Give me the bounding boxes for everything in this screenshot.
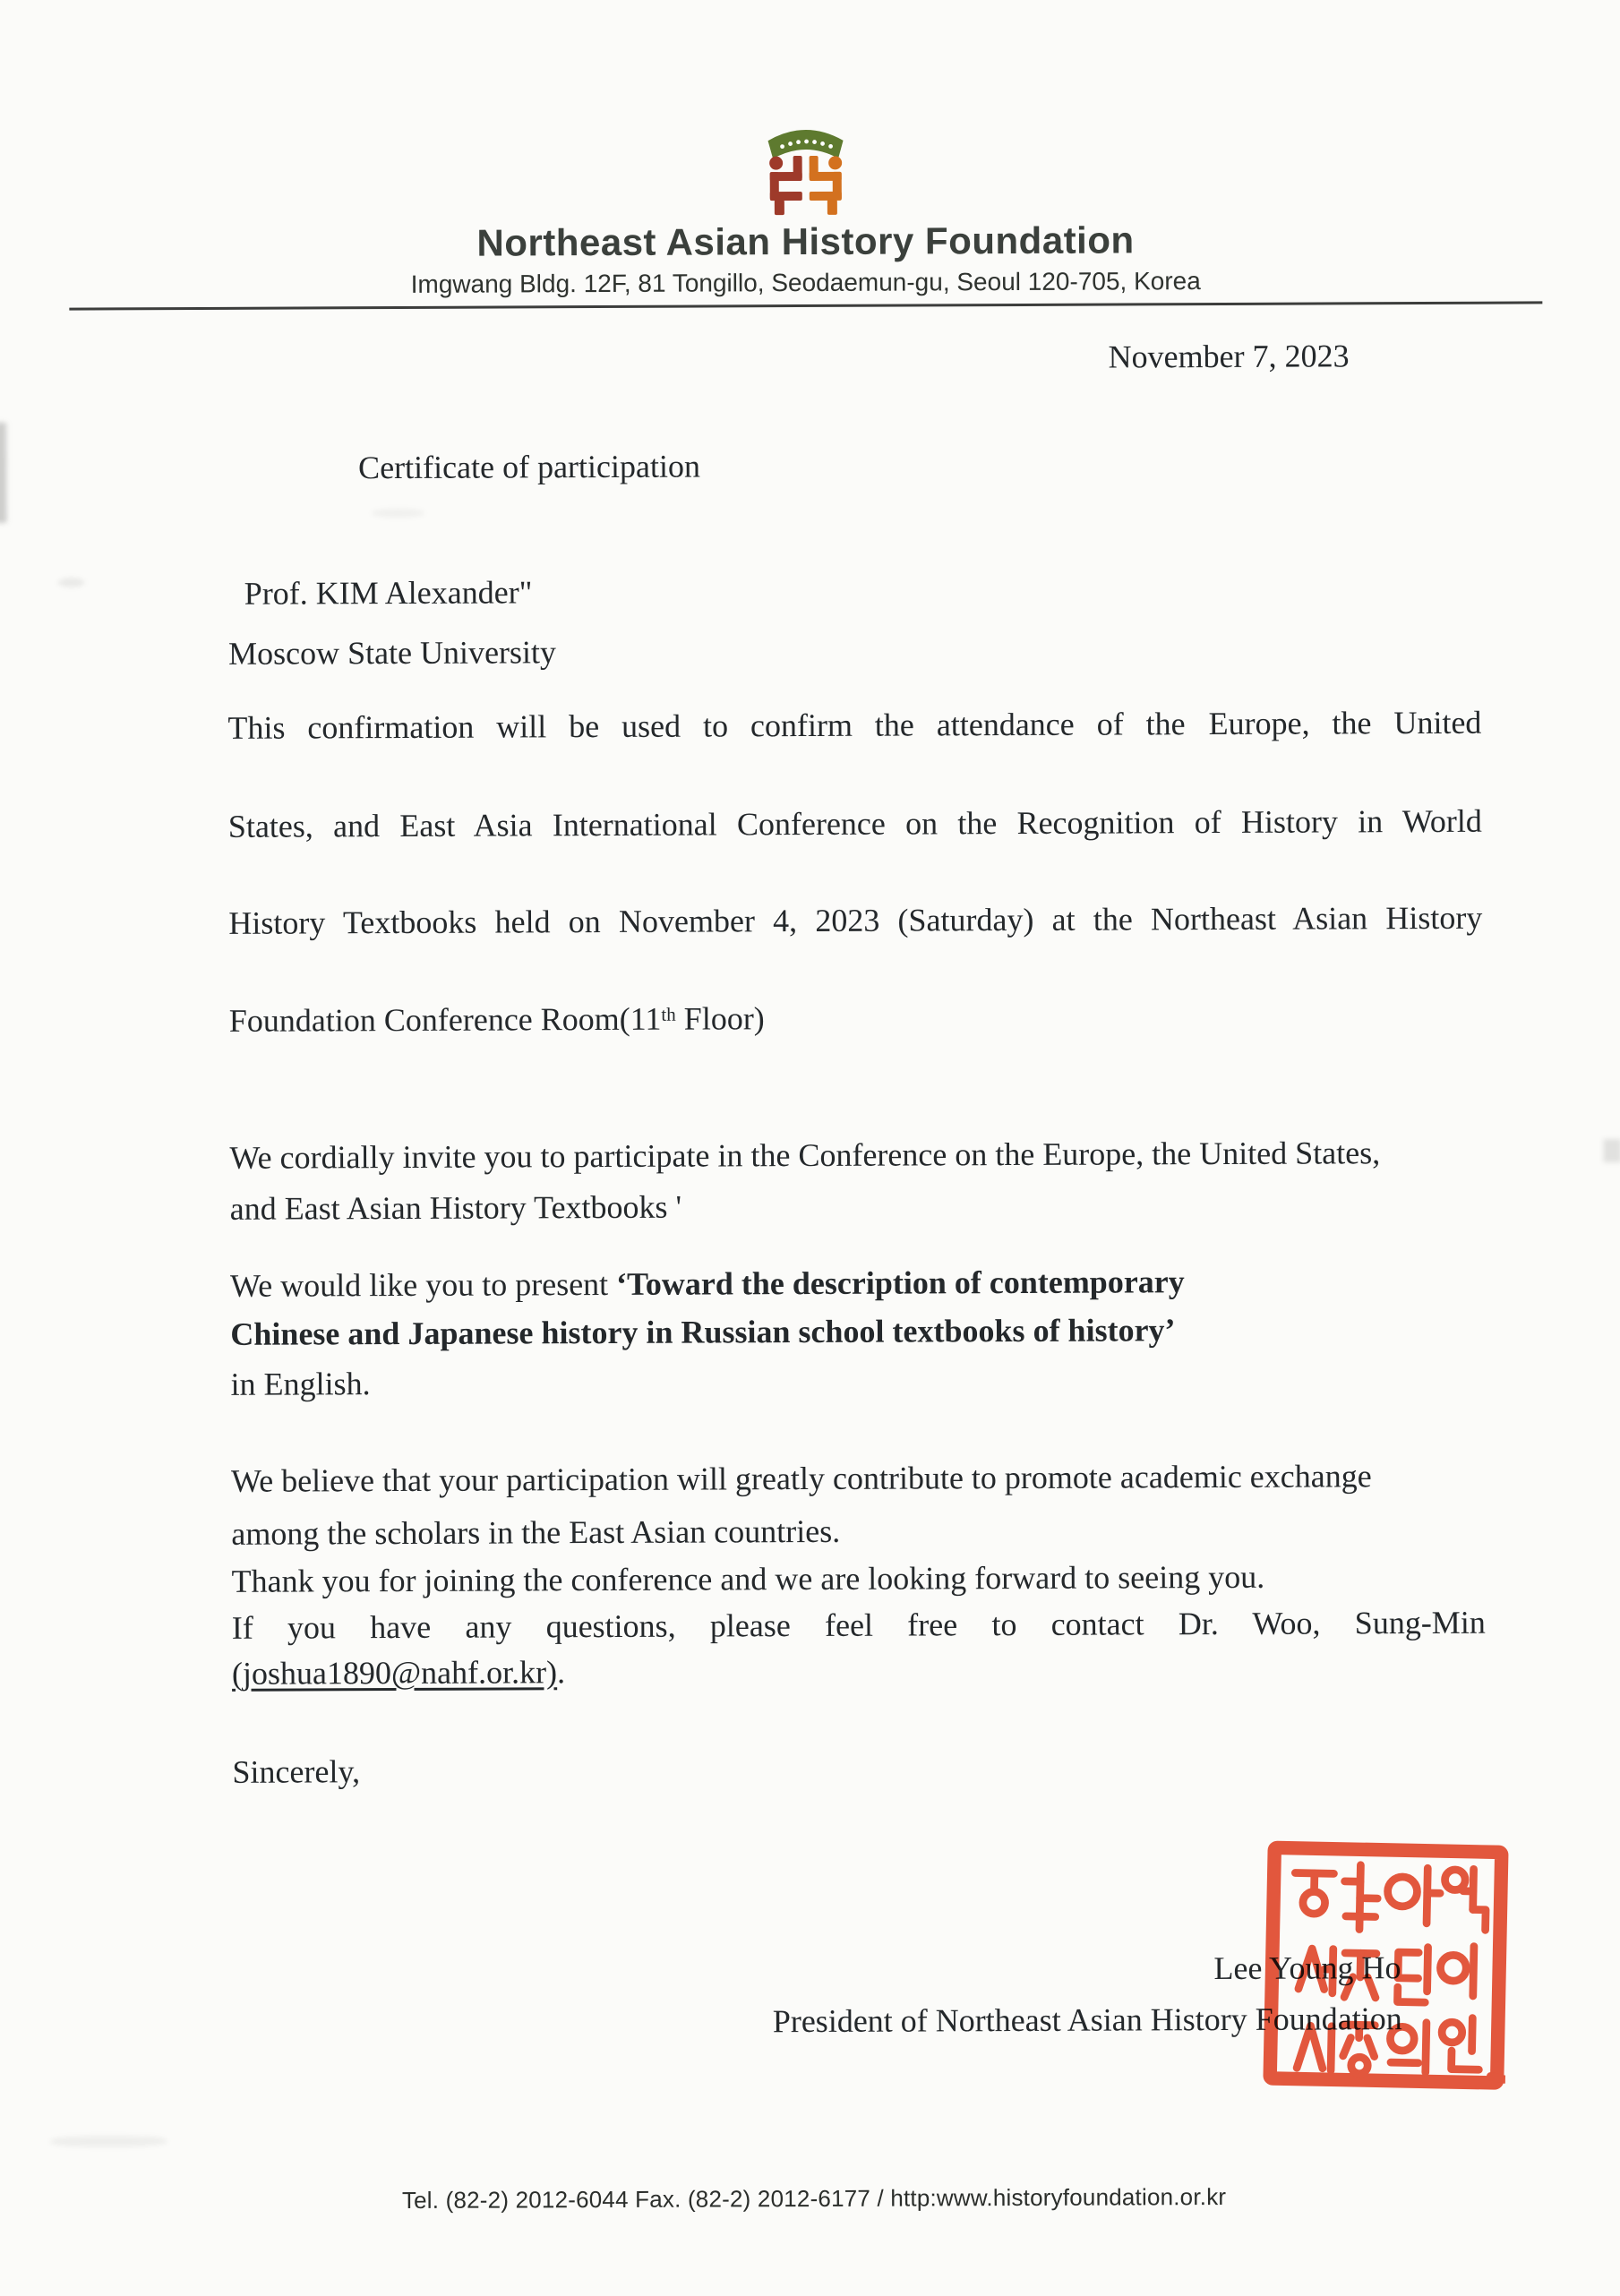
presentation-title-part1: ‘Toward the description of contemporary	[616, 1264, 1185, 1302]
body-line: and East Asian History Textbooks '	[230, 1185, 1484, 1228]
body-line: States, and East Asia International Conference on the Recognition of History in World	[228, 802, 1482, 845]
body-line: We cordially invite you to participate in the Conference on the Europe, the United States,	[229, 1134, 1483, 1177]
body-text: Floor)	[676, 1000, 765, 1036]
org-name: Northeast Asian History Foundation	[0, 217, 1616, 267]
signer-title: President of Northeast Asian History Foundation	[773, 2000, 1402, 2040]
closing: Sincerely,	[232, 1748, 1486, 1791]
signer-name: Lee Young Ho	[1213, 1949, 1401, 1987]
footer-contact-line: Tel. (82-2) 2012-6044 Fax. (82-2) 2012-6177 / http:www.historyfoundation.or.kr	[4, 2181, 1620, 2216]
ordinal-superscript: th	[661, 1004, 675, 1025]
scan-smudge	[0, 423, 6, 523]
body-line	[230, 1262, 1484, 1305]
scan-smudge	[50, 2136, 167, 2147]
logo-banner	[767, 130, 843, 158]
body-line: in English.	[231, 1360, 1485, 1403]
letter-date: November 7, 2023	[1109, 337, 1350, 375]
body-text: We would like you to present	[230, 1266, 616, 1304]
letter-subject: Certificate of participation	[358, 448, 700, 487]
body-text: Europe, the United	[1208, 705, 1481, 741]
scan-smudge	[58, 578, 85, 587]
body-line	[227, 704, 1481, 747]
body-line: History Textbooks held on November 4, 2023 (Saturday) at the Northeast Asian History	[228, 899, 1482, 942]
recipient-affiliation: Moscow State University	[228, 633, 556, 673]
body-line: Thank you for joining the conference and we are looking forward to seeing you.	[231, 1557, 1485, 1600]
presentation-title-part2: Chinese and Japanese history in Russian school textbooks of history’	[230, 1310, 1484, 1353]
body-text: Foundation Conference Room(11	[229, 1001, 662, 1039]
scan-smudge	[371, 509, 424, 518]
body-line: among the scholars in the East Asian countries.	[231, 1510, 1485, 1553]
nahf-logo-icon	[760, 116, 850, 218]
letterhead-rule	[69, 301, 1542, 310]
seal-stamp-icon	[1262, 1837, 1511, 2095]
body-line: If you have any questions, please feel free to contact Dr. Woo, Sung-Min	[232, 1604, 1486, 1647]
body-line	[229, 997, 1483, 1040]
body-line: We believe that your participation will greatly contribute to promote academic exchange	[231, 1457, 1485, 1500]
org-address: Imgwang Bldg. 12F, 81 Tongillo, Seodaemun-gu, Seoul 120-705, Korea	[0, 265, 1616, 301]
logo-glyph-right	[810, 156, 843, 215]
body-line	[232, 1649, 1486, 1692]
logo-glyph-left	[769, 156, 802, 215]
body-text: This confirmation will be used to confirm the attendance of the	[227, 706, 1185, 746]
scan-smudge	[1603, 1139, 1620, 1162]
email-link[interactable]: (joshua1890@nahf.or.kr)	[232, 1654, 557, 1692]
body-text: .	[557, 1654, 565, 1690]
recipient-name: Prof. KIM Alexander"	[244, 573, 533, 612]
